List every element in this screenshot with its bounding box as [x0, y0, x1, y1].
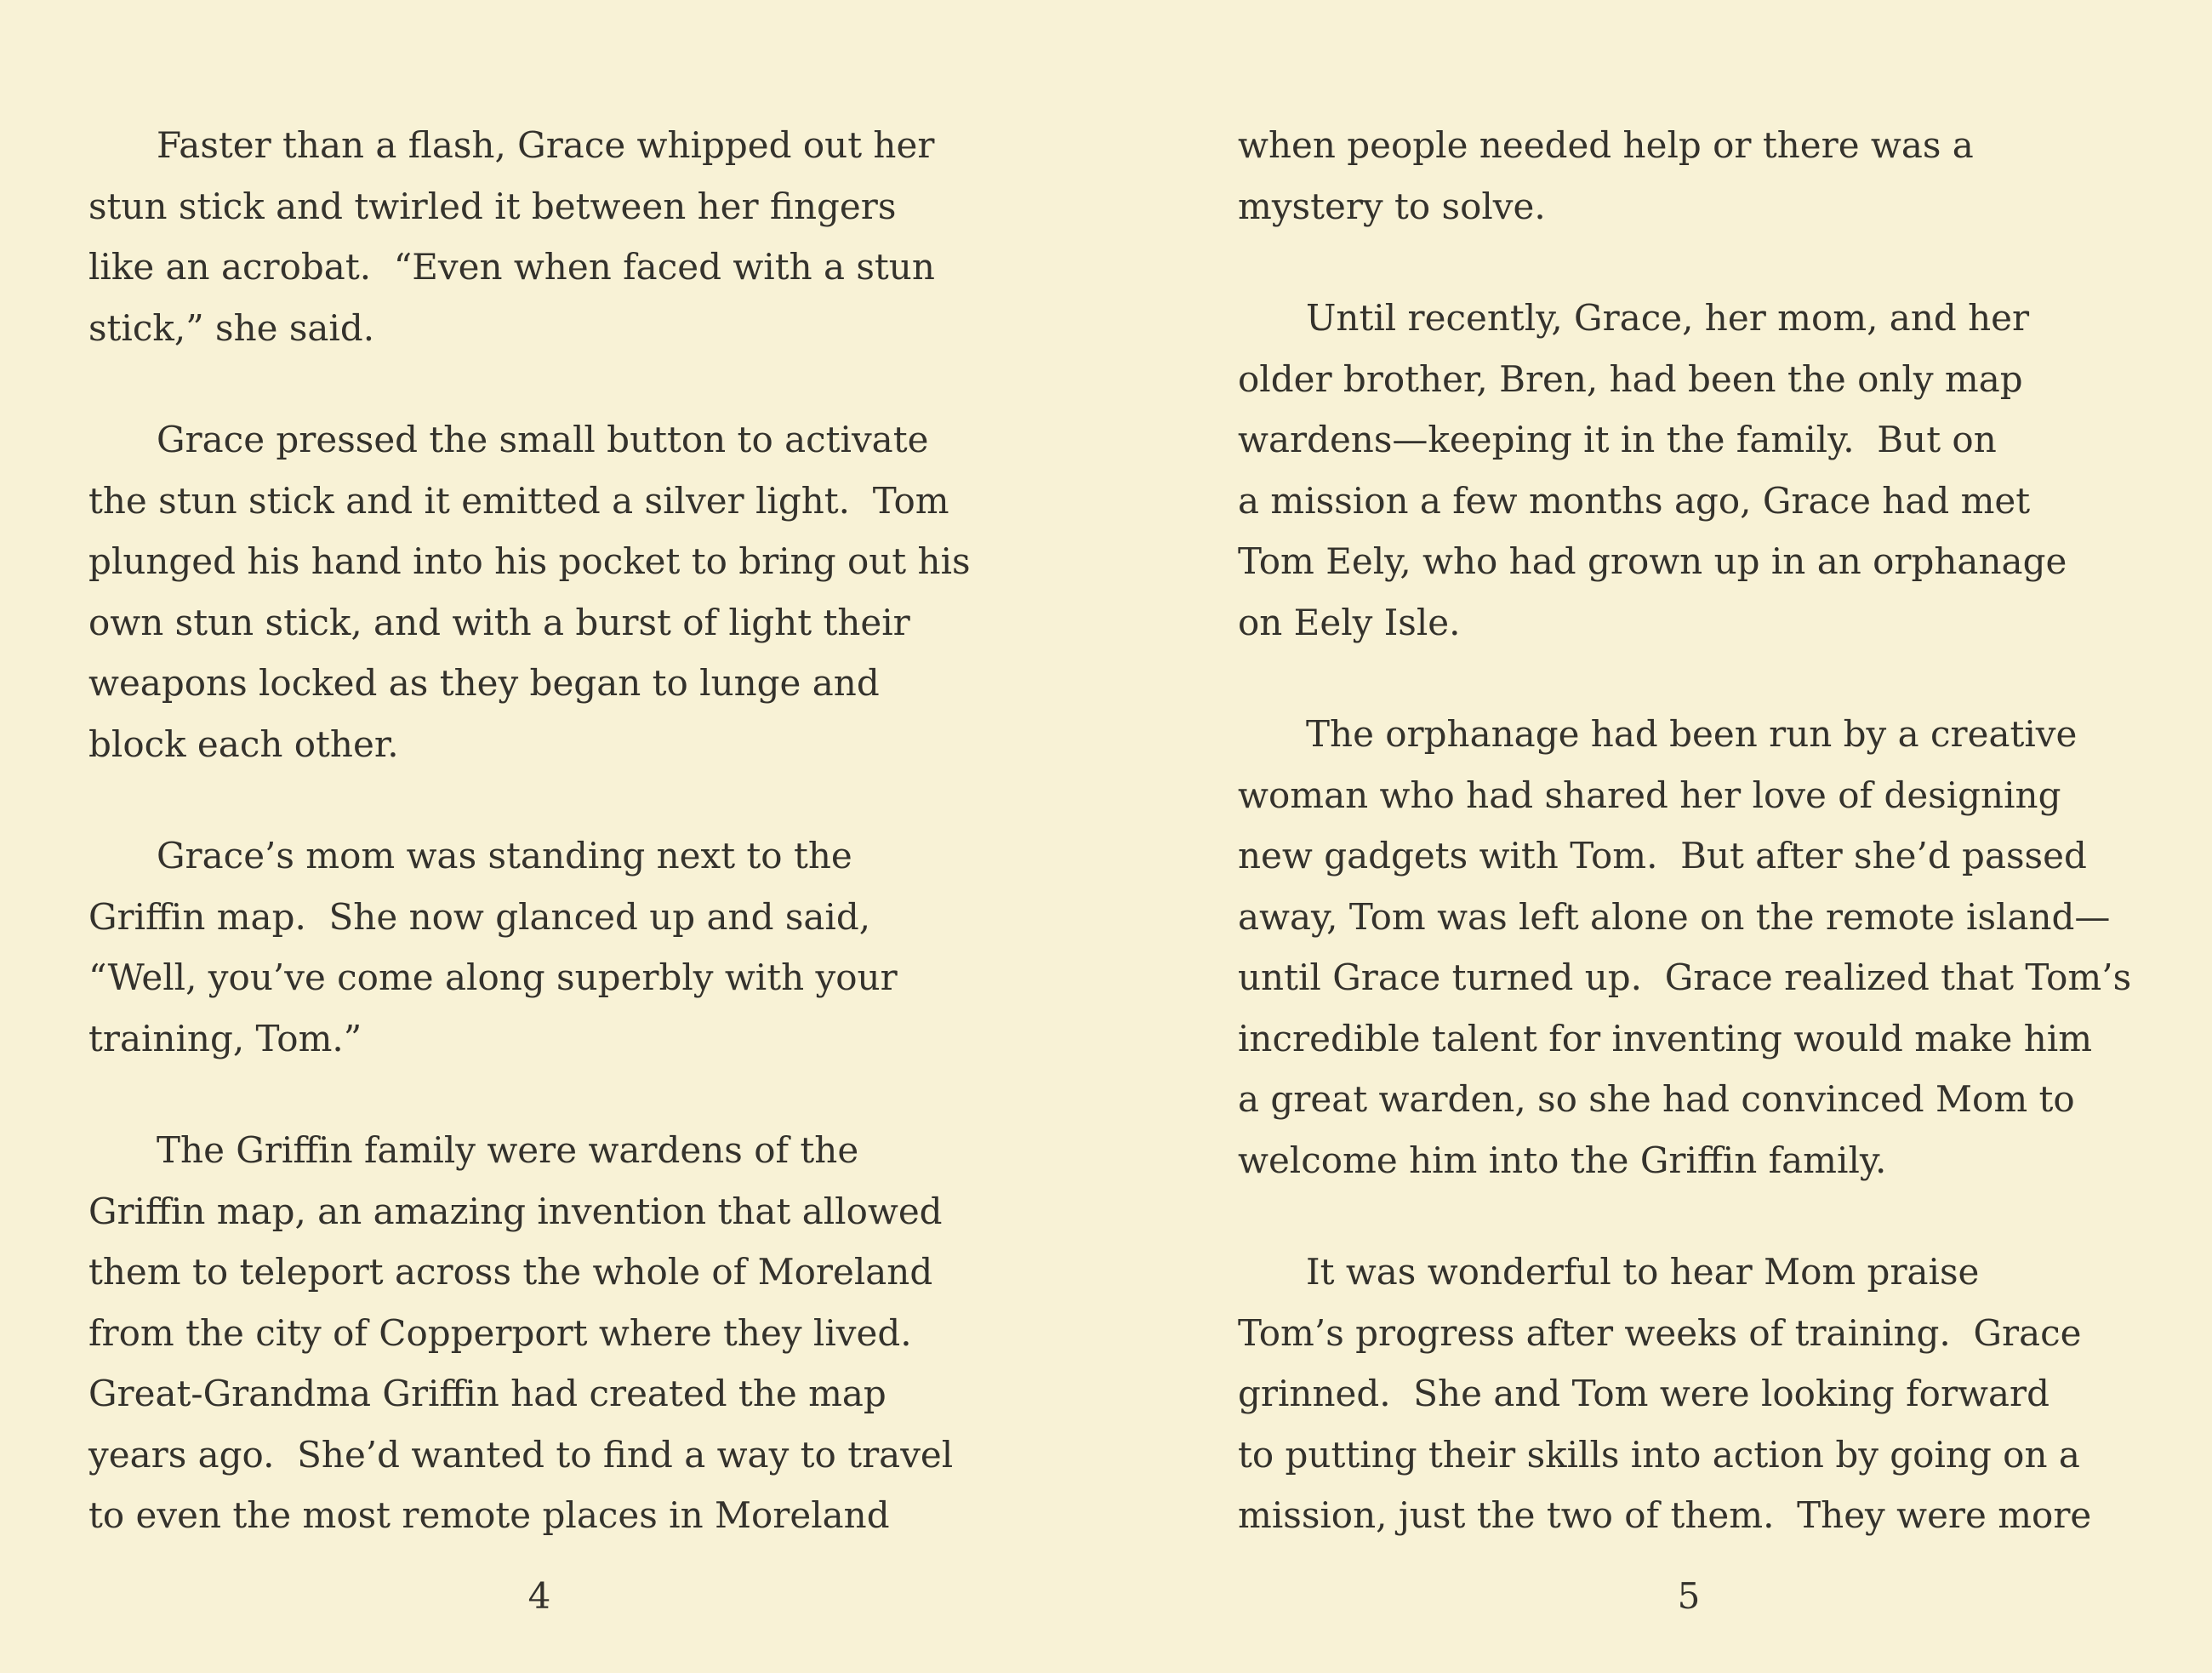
text-line: The Griffin family were wardens of the — [157, 1129, 859, 1171]
text-line: them to teleport across the whole of Moreland — [88, 1251, 933, 1293]
paragraph — [88, 409, 990, 774]
text-line: until Grace turned up. Grace realized that Tom’s — [1238, 956, 2132, 998]
text-line: plunged his hand into his pocket to bring out his — [88, 540, 971, 582]
page-number-left: 4 — [527, 1575, 551, 1617]
text-line: new gadgets with Tom. But after she’d passed — [1238, 835, 2087, 876]
text-line: Tom Eely, who had grown up in an orphanage — [1238, 540, 2067, 582]
text-line: Grace’s mom was standing next to the — [157, 835, 852, 876]
text-line: Faster than a flash, Grace whipped out her — [157, 124, 935, 166]
text-line: away, Tom was left alone on the remote island— — [1238, 895, 2111, 938]
text-line: mystery to solve. — [1238, 185, 1546, 227]
text-line: own stun stick, and with a burst of light their — [88, 601, 910, 643]
paragraph — [1238, 704, 2140, 1191]
paragraph — [88, 115, 990, 358]
text-line: The orphanage had been run by a creative — [1306, 713, 2078, 755]
text-line: welcome him into the Griffin family. — [1238, 1139, 1887, 1181]
text-line: a mission a few months ago, Grace had met — [1238, 479, 2031, 522]
text-line: older brother, Bren, had been the only map — [1238, 357, 2023, 400]
paragraph — [1238, 115, 2140, 237]
text-line: stun stick and twirled it between her fingers — [88, 185, 897, 227]
text-line: weapons locked as they began to lunge and — [88, 662, 880, 704]
text-line: like an acrobat. “Even when faced with a stun — [88, 246, 935, 288]
book-page-left — [88, 115, 990, 1597]
text-line: to even the most remote places in Moreland — [88, 1494, 890, 1536]
text-line: stick,” she said. — [88, 306, 375, 349]
text-line: “Well, you’ve come along superbly with your — [88, 956, 898, 998]
text-line: incredible talent for inventing would make him — [1238, 1017, 2093, 1059]
text-line: a great warden, so she had convinced Mom to — [1238, 1078, 2075, 1120]
text-line: on Eely Isle. — [1238, 601, 1461, 643]
book-page-right — [1238, 115, 2140, 1597]
text-line: woman who had shared her love of designing — [1238, 774, 2061, 816]
paragraph — [88, 1120, 990, 1546]
text-line: when people needed help or there was a — [1238, 124, 1974, 166]
text-line: training, Tom.” — [88, 1017, 362, 1059]
text-line: block each other. — [88, 722, 399, 765]
paragraph — [1238, 1242, 2140, 1546]
text-line: grinned. She and Tom were looking forward — [1238, 1373, 2050, 1414]
text-line: the stun stick and it emitted a silver light. Tom — [88, 479, 949, 522]
text-line: years ago. She’d wanted to find a way to travel — [88, 1433, 954, 1476]
paragraph — [1238, 288, 2140, 653]
text-line: Until recently, Grace, her mom, and her — [1306, 297, 2030, 339]
text-line: It was wonderful to hear Mom praise — [1306, 1251, 1980, 1293]
text-line: wardens—keeping it in the family. But on — [1238, 419, 1997, 460]
text-line: from the city of Copperport where they lived. — [88, 1311, 912, 1354]
text-line: Tom’s progress after weeks of training. Grace — [1238, 1311, 2082, 1354]
page-number-right: 5 — [1677, 1575, 1701, 1617]
text-line: to putting their skills into action by going on a — [1238, 1433, 2080, 1476]
text-line: mission, just the two of them. They were more — [1238, 1494, 2092, 1536]
text-line: Great-Grandma Griffin had created the map — [88, 1373, 887, 1414]
paragraph — [88, 825, 990, 1069]
text-line: Griffin map, an amazing invention that allowed — [88, 1190, 943, 1232]
text-line: Griffin map. She now glanced up and said, — [88, 895, 871, 938]
text-line: Grace pressed the small button to activate — [157, 419, 929, 460]
